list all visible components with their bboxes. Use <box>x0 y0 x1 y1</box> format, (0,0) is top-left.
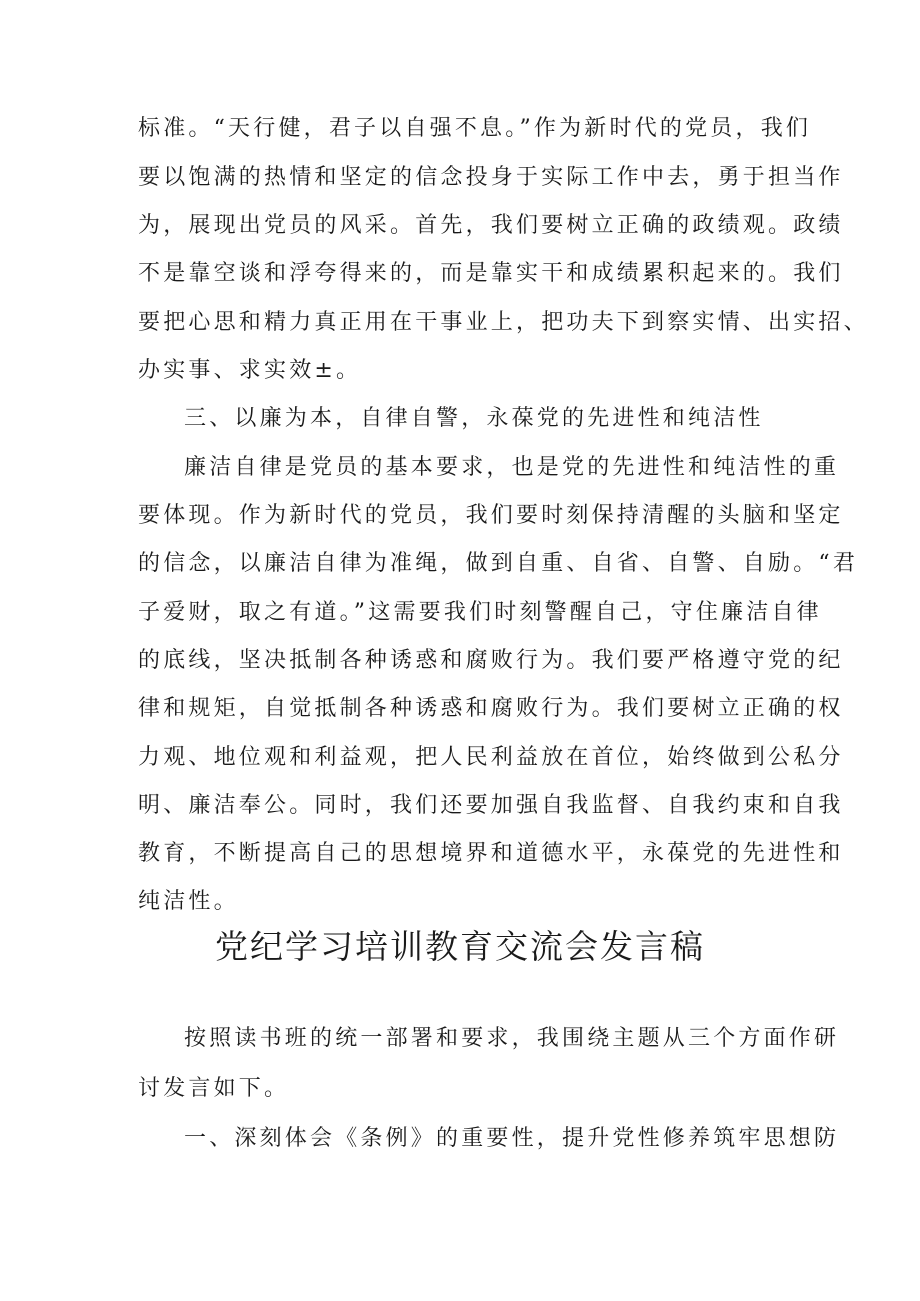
paragraph-line: 教育，不断提高自己的思想境界和道德水平，永葆党的先进性和 <box>138 841 844 866</box>
paragraph-line: 按照读书班的统一部署和要求，我围绕主题从三个方面作研 <box>184 1026 840 1051</box>
paragraph-line: 力观、地位观和利益观，把人民利益放在首位，始终做到公私分 <box>138 745 844 770</box>
paragraph-line: 标准。“天行健，君子以自强不息。”作为新时代的党员，我们 <box>138 116 812 141</box>
paragraph-line: 的信念，以廉洁自律为准绳，做到自重、自省、自警、自励。“君 <box>138 551 859 576</box>
paragraph-line: 的底线，坚决抵制各种诱惑和腐败行为。我们要严格遵守党的纪 <box>138 648 844 673</box>
section-heading: 三、以廉为本，自律自警，永葆党的先进性和纯洁性 <box>184 406 764 431</box>
document-title: 党纪学习培训教育交流会发言稿 <box>215 927 705 966</box>
paragraph-line: 明、廉洁奉公。同时，我们还要加强自我监督、自我约束和自我 <box>138 793 844 818</box>
paragraph-line: 要把心思和精力真正用在干事业上，把功夫下到察实情、出实招、 <box>138 310 869 335</box>
paragraph-line: 要以饱满的热情和坚定的信念投身于实际工作中去，勇于担当作 <box>138 165 844 190</box>
paragraph-line: 纯洁性。 <box>138 889 239 914</box>
paragraph-line: 子爱财，取之有道。”这需要我们时刻警醒自己，守住廉洁自律 <box>138 600 822 625</box>
section-heading: 一、深刻体会《条例》的重要性，提升党性修养筑牢思想防 <box>184 1126 840 1151</box>
paragraph-line: 不是靠空谈和浮夸得来的，而是靠实干和成绩累积起来的。我们 <box>138 261 844 286</box>
paragraph-line: 要体现。作为新时代的党员，我们要时刻保持清醒的头脑和坚定 <box>138 503 844 528</box>
paragraph-line: 办实事、求实效±。 <box>138 358 362 383</box>
paragraph-line: 为，展现出党员的风采。首先，我们要树立正确的政绩观。政绩 <box>138 213 844 238</box>
paragraph-line: 廉洁自律是党员的基本要求，也是党的先进性和纯洁性的重 <box>184 455 840 480</box>
paragraph-line: 讨发言如下。 <box>138 1076 290 1101</box>
paragraph-line: 律和规矩，自觉抵制各种诱惑和腐败行为。我们要树立正确的权 <box>138 696 844 721</box>
